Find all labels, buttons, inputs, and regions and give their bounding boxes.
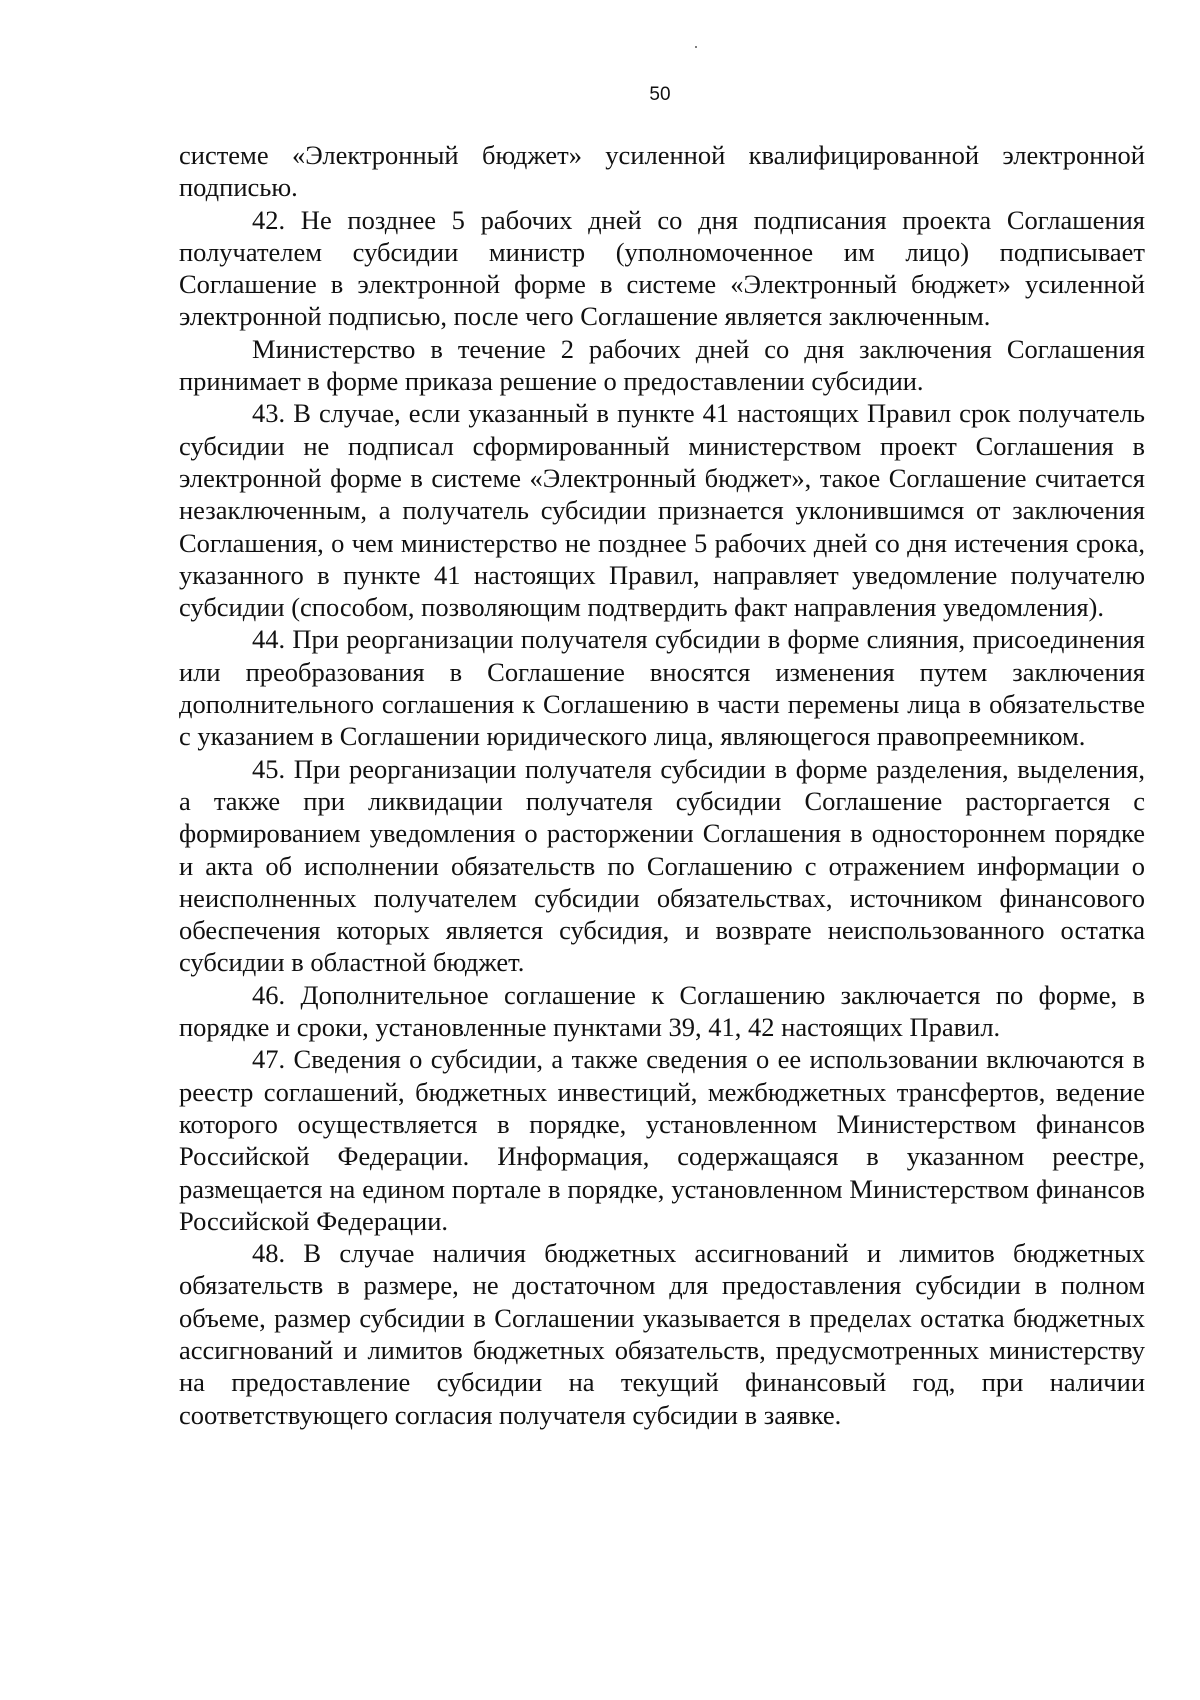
paragraph-continuation: системе «Электронный бюджет» усиленной квалифицированной электронной подписью. [179, 140, 1145, 203]
paragraph-44: 44. При реорганизации получателя субсидии в форме слияния, присоединения или преобразования в Соглашение вносятся изменения путем заключения дополнительного соглашения к Соглашению в части перемены лица в обязательстве с указанием в Соглашении юридического лица, являющегося правопреемником. [179, 624, 1145, 752]
scan-speck [695, 46, 697, 48]
paragraph-ministry-decision: Министерство в течение 2 рабочих дней со дня заключения Соглашения принимает в форме приказа решение о предоставлении субсидии. [179, 333, 1145, 397]
paragraph-46: 46. Дополнительное соглашение к Соглашению заключается по форме, в порядке и сроки, установленные пунктами 39, 41, 42 настоящих Правил. [179, 979, 1145, 1043]
paragraph-42: 42. Не позднее 5 рабочих дней со дня подписания проекта Соглашения получателем субсидии министр (уполномоченное им лицо) подписывает Соглашение в электронной форме в системе «Электронный бюджет» усиленной электронной подписью, после чего Соглашение является заключенным. [179, 204, 1145, 332]
paragraph-48: 48. В случае наличия бюджетных ассигнований и лимитов бюджетных обязательств в размере, не достаточном для предоставления субсидии в полном объеме, размер субсидии в Соглашении указывается в пределах остатка бюджетных ассигнований и лимитов бюджетных обязательств, предусмотренных министерству на предоставление субсидии на текущий финансовый год, при наличии соответствующего согласия получателя субсидии в заявке. [179, 1238, 1145, 1430]
paragraph-45: 45. При реорганизации получателя субсидии в форме разделения, выделения, а также при ликвидации получателя субсидии Соглашение расторгается с формированием уведомления о расторжении Соглашения в одностороннем порядке и акта об исполнении обязательств по Соглашению с отражением информации о неисполненных получателем субсидии обязательствах, источником финансового обеспечения которых является субсидия, и возврате неиспользованного остатка субсидии в областной бюджет. [179, 753, 1145, 978]
paragraph-43: 43. В случае, если указанный в пункте 41 настоящих Правил срок получатель субсидии не подписал сформированный министерством проект Соглашения в электронной форме в системе «Электронный бюджет», такое Соглашение считается незаключенным, а получатель субсидии признается уклонившимся от заключения Соглашения, о чем министерство не позднее 5 рабочих дней со дня истечения срока, указанного в пункте 41 настоящих Правил, направляет уведомление получателю субсидии (способом, позволяющим подтвердить факт направления уведомления). [179, 398, 1145, 623]
document-body [179, 139, 1145, 1431]
page-number: 50 [649, 84, 671, 105]
paragraph-47: 47. Сведения о субсидии, а также сведения о ее использовании включаются в реестр соглашений, бюджетных инвестиций, межбюджетных трансфертов, ведение которого осуществляется в порядке, установленном Министерством финансов Российской Федерации. Информация, содержащаяся в указанном реестре, размещается на едином портале в порядке, установленном Министерством финансов Российской Федерации. [179, 1044, 1145, 1236]
